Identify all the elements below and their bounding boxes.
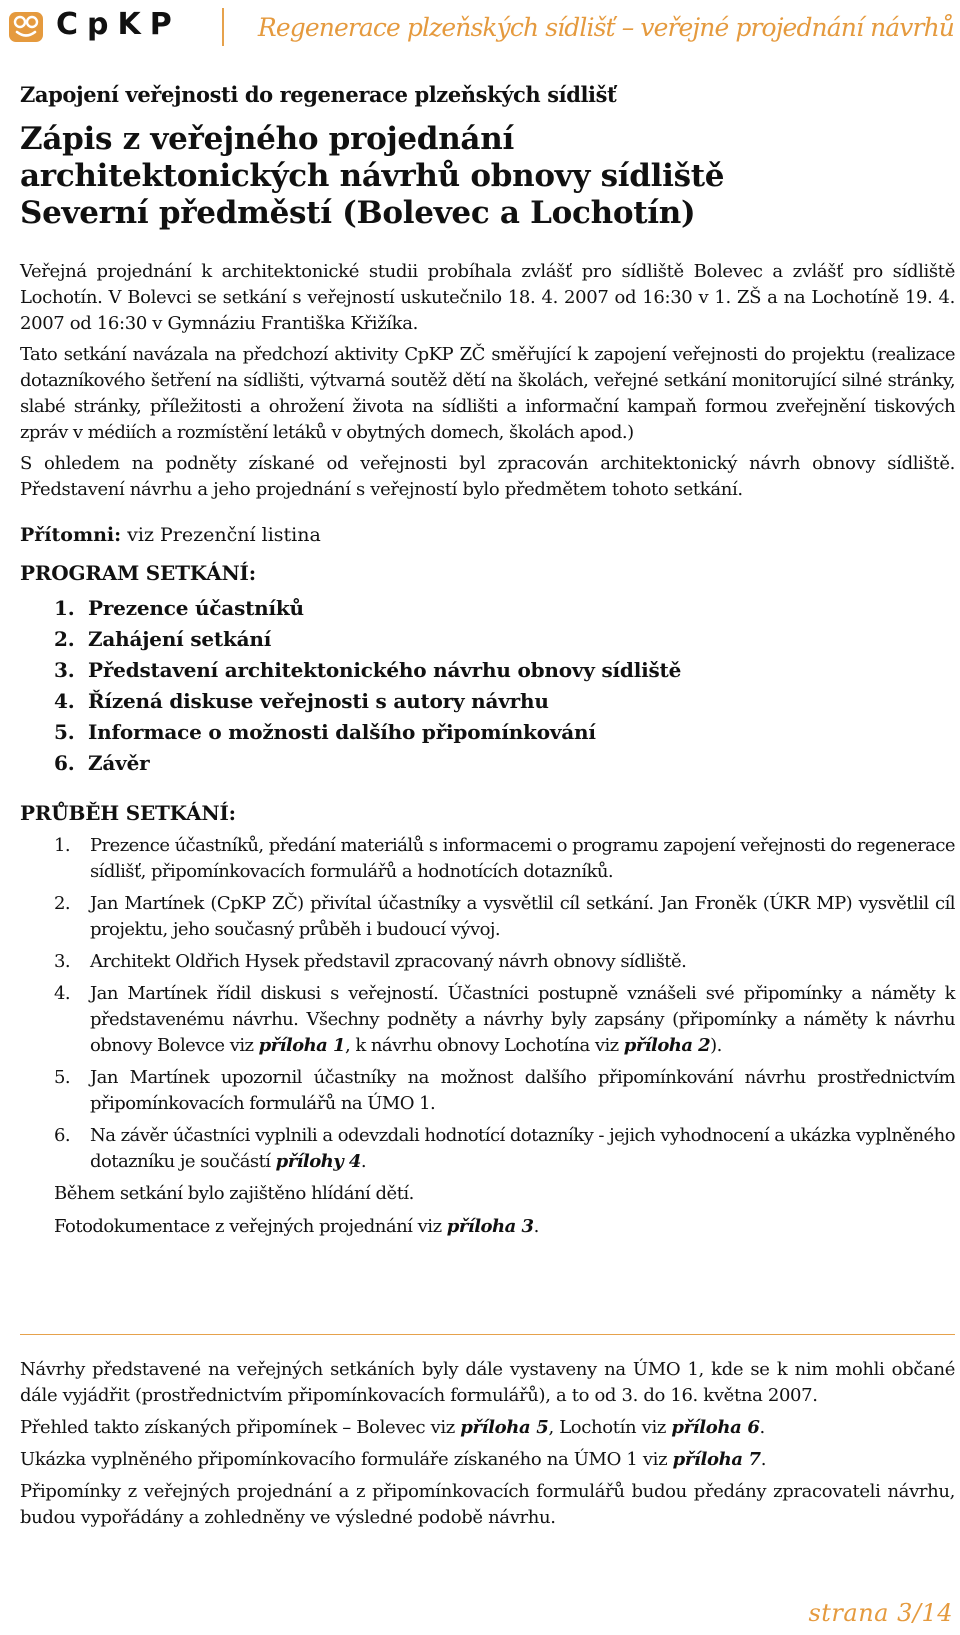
item-text: Jan Martínek řídil diskusi s veřejností. Účastníci postupně vznášeli své připomínky a náměty k představenému návrhu. Všechny podněty a návrhy byly zapsány (připomínky a náměty k návrhu obnovy Bolevce viz příloha 1, k návrhu obnovy Lochotína viz příloha 2). (90, 983, 955, 1056)
item-number: 6. (54, 751, 75, 775)
progress-list (20, 833, 955, 1175)
attachment-ref: příloha 3 (446, 1216, 534, 1237)
progress-item (20, 949, 955, 975)
program-item (20, 686, 955, 717)
header-title: Regenerace plzeňských sídlišť – veřejné projednání návrhů (257, 13, 954, 42)
item-number: 1. (54, 835, 71, 856)
item-number: 2. (54, 627, 75, 651)
progress-item (20, 981, 955, 1059)
attendance-label: Přítomni: (20, 524, 122, 546)
attachment-ref: příloha 6 (671, 1417, 760, 1438)
program-item (20, 748, 955, 779)
item-number: 3. (54, 951, 71, 972)
main-content (20, 78, 955, 1247)
intro-paragraph: S ohledem na podněty získané od veřejnosti byl zpracován architektonický návrh obnovy sídliště. Představení návrhu a jeho projednání s veřejností bylo předmětem tohoto setkání. (20, 453, 955, 500)
item-text: Závěr (88, 751, 150, 775)
program-item (20, 717, 955, 748)
closing-paragraph: Připomínky z veřejných projednání a z připomínkovacích formulářů budou předány zpracovateli návrhu, budou vypořádány a zohledněny ve výsledné podobě návrhu. (20, 1481, 955, 1528)
intro-paragraph: Tato setkání navázala na předchozí aktivity CpKP ZČ směřující k zapojení veřejnosti do projektu (realizace dotazníkového šetření na sídlišti, výtvarná soutěž dětí na školách, veřejné setkání monitorující silné stránky, slabé stránky, příležitosti a ohrožení života na sídlišti a informační kampaň formou zveřejnění tiskových zpráv v médiích a rozmístění letáků v obytných domech, školách apod.) (20, 344, 955, 443)
attendance-value: viz Prezenční listina (121, 524, 321, 546)
title-line: Severní předměstí (Bolevec a Lochotín) (20, 195, 696, 231)
item-number: 2. (54, 893, 71, 914)
progress-item (20, 891, 955, 943)
section-divider (20, 1334, 955, 1335)
photo-note: Fotodokumentace z veřejných projednání viz příloha 3. (54, 1216, 539, 1237)
item-text: Architekt Oldřich Hysek představil zpracovaný návrh obnovy sídliště. (90, 951, 687, 972)
attachment-ref: příloha 1 (258, 1035, 345, 1056)
attachment-ref: příloha 5 (460, 1417, 549, 1438)
childcare-note: Během setkání bylo zajištěno hlídání dětí. (54, 1183, 414, 1204)
logo-wordmark: CpKP (56, 7, 181, 42)
document-kicker: Zapojení veřejnosti do regenerace plzeňských sídlišť (20, 82, 617, 107)
item-number: 4. (54, 689, 75, 713)
title-line: Zápis z veřejného projednání (20, 121, 514, 157)
item-number: 5. (54, 720, 75, 744)
progress-heading: PRŮBĚH SETKÁNÍ: (20, 801, 236, 825)
program-heading: PROGRAM SETKÁNÍ: (20, 561, 256, 585)
attendance-line (20, 524, 955, 546)
item-number: 5. (54, 1067, 71, 1088)
program-item (20, 624, 955, 655)
closing-paragraph: Ukázka vyplněného připomínkovacího formuláře získaného na ÚMO 1 viz příloha 7. (20, 1449, 767, 1470)
closing-section (20, 1357, 955, 1537)
program-item (20, 593, 955, 624)
item-text: Prezence účastníků (88, 596, 304, 620)
title-line: architektonických návrhů obnovy sídliště (20, 158, 725, 194)
item-text: Prezence účastníků, předání materiálů s informacemi o programu zapojení veřejnosti do regenerace sídlišť, připomínkovacích formulářů a hodnotících dotazníků. (90, 835, 955, 882)
item-text: Zahájení setkání (88, 627, 272, 651)
page-number: strana 3/14 (808, 1599, 953, 1627)
progress-item (20, 1123, 955, 1175)
item-number: 3. (54, 658, 75, 682)
item-number: 1. (54, 596, 75, 620)
program-item (20, 655, 955, 686)
closing-paragraph: Návrhy představené na veřejných setkáních byly dále vystaveny na ÚMO 1, kde se k nim mohli občané dále vyjádřit (prostřednictvím připomínkovacích formulářů), a to od 3. do 16. května 2007. (20, 1359, 955, 1406)
program-list (20, 593, 955, 779)
cpkp-logo-icon (9, 12, 43, 42)
progress-item (20, 1065, 955, 1117)
item-text: Řízená diskuse veřejnosti s autory návrhu (88, 689, 549, 713)
attachment-ref: příloha 2 (623, 1035, 711, 1056)
closing-paragraph: Přehled takto získaných připomínek – Bolevec viz příloha 5, Lochotín viz příloha 6. (20, 1417, 765, 1438)
item-number: 6. (54, 1125, 71, 1146)
header-divider (222, 8, 224, 46)
item-text: Na závěr účastníci vyplnili a odevzdali hodnotící dotazníky - jejich vyhodnocení a ukázka vyplněného dotazníku je součástí přílohy 4. (90, 1125, 955, 1172)
attachment-ref: přílohy 4 (275, 1151, 361, 1172)
item-text: Jan Martínek upozornil účastníky na možnost dalšího připomínkování návrhu prostřednictvím připomínkovacích formulářů na ÚMO 1. (90, 1067, 955, 1114)
intro-paragraph: Veřejná projednání k architektonické studii probíhala zvlášť pro sídliště Bolevec a zvlášť pro sídliště Lochotín. V Bolevci se setkání s veřejností uskutečnilo 18. 4. 2007 od 16:30 v 1. ZŠ a na Lochotíně 19. 4. 2007 od 16:30 v Gymnáziu Františka Křižíka. (20, 261, 955, 334)
item-number: 4. (54, 983, 71, 1004)
item-text: Představení architektonického návrhu obnovy sídliště (88, 658, 682, 682)
item-text: Jan Martínek (CpKP ZČ) přivítal účastníky a vysvětlil cíl setkání. Jan Froněk (ÚKR MP) vysvětlil cíl projektu, jeho současný průběh i budoucí vývoj. (90, 893, 955, 940)
item-text: Informace o možnosti dalšího připomínkování (88, 720, 596, 744)
progress-item (20, 833, 955, 885)
page-header (0, 0, 960, 58)
attachment-ref: příloha 7 (672, 1449, 761, 1470)
document-title (20, 121, 955, 232)
